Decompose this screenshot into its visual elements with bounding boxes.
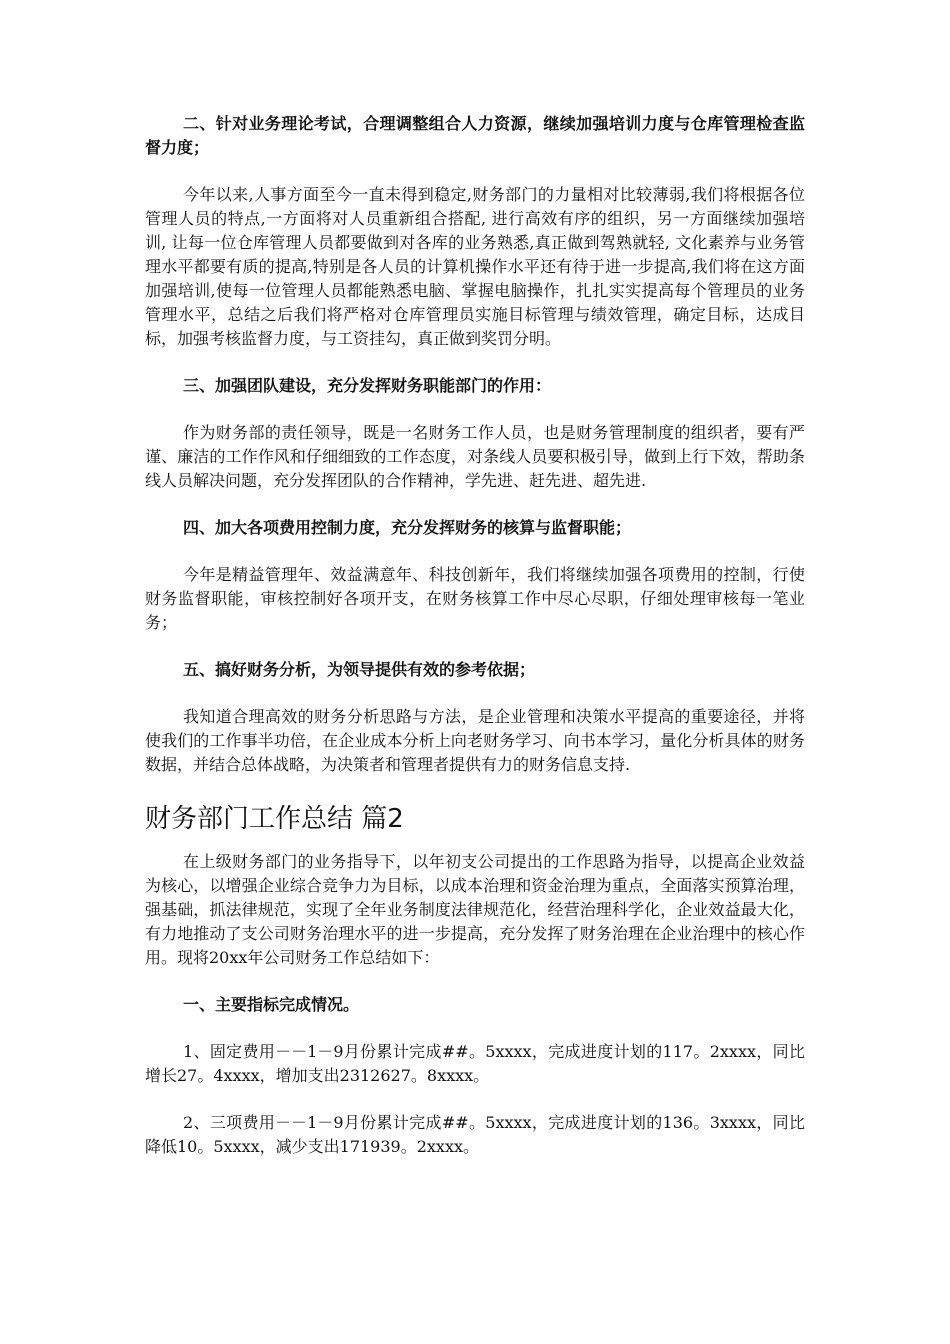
subheading: 一、主要指标完成情况。	[183, 995, 360, 1014]
page-heading: 财务部门工作总结 篇2	[145, 804, 404, 834]
section-paragraph-5: 我知道合理高效的财务分析思路与方法，是企业管理和决策水平提高的重要途径，并将使我们的工作事半功倍，在企业成本分析上向老财务学习、向书本学习，量化分析具体的财务数据，并结合总体战略，为决策者和管理者提供有力的财务信息支持.	[145, 707, 805, 774]
section-title-4: 四、加大各项费用控制力度，充分发挥财务的核算与监督职能；	[183, 518, 632, 537]
list-item-1: 1、固定费用－－1－9月份累计完成##。5xxxx，完成进度计划的117。2xxxx，同比增长27。4xxxx，增加支出2312627。8xxxx。	[145, 1042, 805, 1085]
section-paragraph-3: 作为财务部的责任领导，既是一名财务工作人员，也是财务管理制度的组织者，要有严谨、廉洁的工作作风和仔细细致的工作态度，对条线人员要积极引导，做到上行下效，帮助条线人员解决问题，充分发挥团队的合作精神，学先进、赶先进、超先进.	[145, 423, 805, 490]
document-body	[145, 112, 805, 1159]
section-paragraph-4: 今年是精益管理年、效益满意年、科技创新年，我们将继续加强各项费用的控制，行使财务监督职能，审核控制好各项开支，在财务核算工作中尽心尽职，仔细处理审核每一笔业务；	[145, 565, 805, 632]
list-item-2: 2、三项费用－－1－9月份累计完成##。5xxxx，完成进度计划的136。3xxxx，同比降低10。5xxxx，减少支出171939。2xxxx。	[145, 1113, 805, 1156]
section-title-2: 二、针对业务理论考试，合理调整组合人力资源，继续加强培训力度与仓库管理检查监督力度；	[145, 114, 805, 157]
section-title-5: 五、搞好财务分析，为领导提供有效的参考依据；	[183, 660, 536, 679]
intro-paragraph: 在上级财务部门的业务指导下，以年初支公司提出的工作思路为指导，以提高企业效益为核心，以增强企业综合竞争力为目标，以成本治理和资金治理为重点，全面落实预算治理，强基础，抓法律规范，实现了全年业务制度法律规范化，经营治理科学化，企业效益最大化，有力地推动了支公司财务治理水平的进一步提高，充分发挥了财务治理在企业治理中的核心作用。现将20xx年公司财务工作总结如下：	[145, 852, 805, 967]
section-paragraph-2: 今年以来,人事方面至今一直未得到稳定,财务部门的力量相对比较薄弱,我们将根据各位管理人员的特点,一方面将对人员重新组合搭配, 进行高效有序的组织，另一方面继续加强培训, 让每一位仓库管理人员都要做到对各库的业务熟悉,真正做到驾熟就轻, 文化素养与业务管理水平都要有质的提高,特别是各人员的计算机操作水平还有待于进一步提高,我们将在这方面加强培训,使每一位管理人员都能熟悉电脑、掌握电脑操作，扎扎实实提高每个管理员的业务管理水平，总结之后我们将严格对仓库管理员实施目标管理与绩效管理，确定目标，达成目标，加强考核监督力度，与工资挂勾，真正做到奖罚分明。	[145, 185, 805, 348]
section-title-3: 三、加强团队建设，充分发挥财务职能部门的作用：	[183, 376, 552, 395]
